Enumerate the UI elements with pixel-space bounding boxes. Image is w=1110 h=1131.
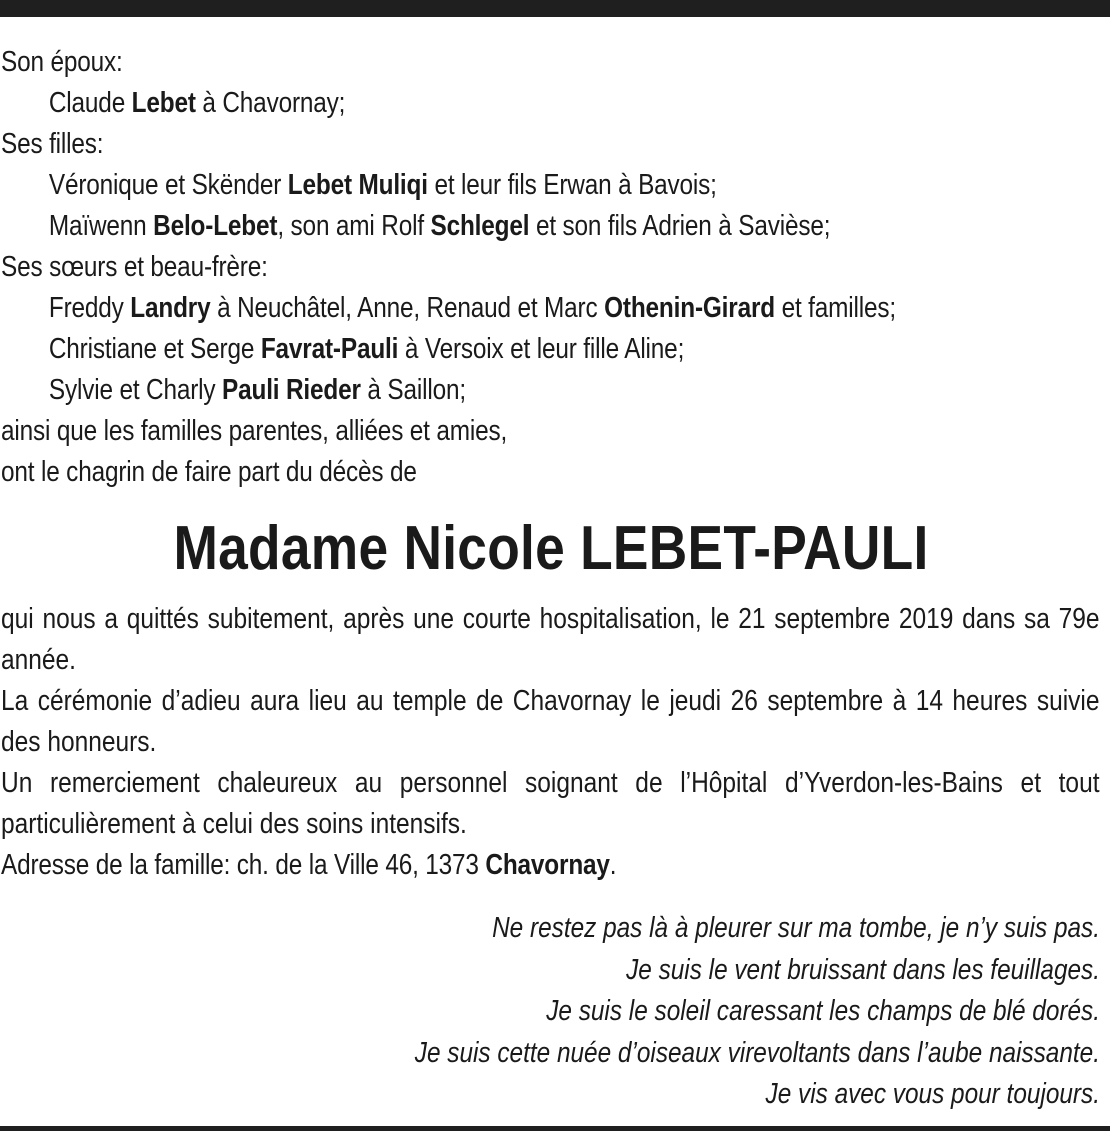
address-text: Adresse de la famille: ch. de la Ville 46, 1373 bbox=[1, 849, 486, 881]
sibling1-details: à Neuchâtel, Anne, Renaud et Marc bbox=[210, 292, 605, 324]
poem-line: Je suis le soleil caressant les champs de blé dorés. bbox=[546, 995, 1100, 1027]
paragraph-ceremony: La cérémonie d’adieu aura lieu au temple de Chavornay le jeudi 26 septembre à 14 heures suivie des honneurs. bbox=[1, 685, 1100, 758]
poem-line: Ne restez pas là à pleurer sur ma tombe, je n’y suis pas. bbox=[492, 912, 1100, 944]
family-address bbox=[1, 845, 925, 886]
spouse-location: à Chavornay; bbox=[195, 87, 346, 119]
sibling1-family-surname: Othenin-Girard bbox=[604, 292, 776, 324]
daughter1-surname: Lebet Muliqi bbox=[287, 169, 428, 201]
daughter2-partner-surname: Schlegel bbox=[430, 210, 530, 242]
deceased-name: Madame Nicole LEBET-PAULI bbox=[173, 514, 929, 583]
poem-line: Je suis le vent bruissant dans les feuillages. bbox=[626, 953, 1100, 986]
poem bbox=[1, 908, 1100, 1116]
sibling2-surname: Favrat-Pauli bbox=[260, 333, 399, 365]
sibling-line-3 bbox=[1, 370, 925, 411]
daughter2-partner: , son ami Rolf bbox=[277, 210, 431, 242]
spouse-surname: Lebet bbox=[131, 87, 196, 119]
daughter-line-1 bbox=[1, 165, 925, 206]
sibling1-surname: Landry bbox=[130, 292, 211, 324]
daughter2-surname: Belo-Lebet bbox=[153, 210, 278, 242]
daughter1-names: Véronique et Skënder bbox=[48, 169, 288, 201]
sibling1-suffix: et familles; bbox=[775, 292, 897, 324]
spouse-line bbox=[1, 83, 925, 124]
notice-content bbox=[1, 42, 1101, 1116]
closing-line-1: ainsi que les familles parentes, alliées et amies, bbox=[1, 415, 508, 447]
spouse-heading: Son époux: bbox=[1, 46, 123, 78]
paragraph-thanks: Un remerciement chaleureux au personnel soignant de l’Hôpital d’Yverdon-les-Bains et tout particulièrement à celui des soins intensifs. bbox=[1, 767, 1100, 840]
paragraph-death-date: qui nous a quittés subitement, après une courte hospitalisation, le 21 septembre 2019 dans sa 79e année. bbox=[1, 603, 1100, 676]
daughter1-details: et leur fils Erwan à Bavois; bbox=[427, 169, 717, 201]
daughter2-name: Maïwenn bbox=[48, 210, 154, 242]
sibling2-details: à Versoix et leur fille Aline; bbox=[398, 333, 685, 365]
poem-line: Je vis avec vous pour toujours. bbox=[765, 1078, 1100, 1110]
top-border-rule bbox=[0, 0, 1110, 17]
sibling2-names: Christiane et Serge bbox=[48, 333, 261, 365]
address-period: . bbox=[609, 849, 617, 881]
sibling1-name: Freddy bbox=[48, 292, 131, 324]
daughter2-details: et son fils Adrien à Savièse; bbox=[529, 210, 831, 242]
sibling-line-2 bbox=[1, 329, 925, 370]
closing-line-2: ont le chagrin de faire part du décès de bbox=[1, 456, 417, 488]
body-paragraphs bbox=[1, 599, 1101, 886]
daughters-heading: Ses filles: bbox=[1, 128, 104, 160]
sibling3-names: Sylvie et Charly bbox=[48, 374, 223, 406]
daughter-line-2 bbox=[1, 206, 925, 247]
address-town: Chavornay bbox=[485, 849, 610, 881]
siblings-heading: Ses sœurs et beau-frère: bbox=[1, 251, 268, 283]
sibling3-surname: Pauli Rieder bbox=[222, 374, 361, 406]
sibling-line-1 bbox=[1, 288, 925, 329]
poem-line: Je suis cette nuée d’oiseaux virevoltants dans l’aube naissante. bbox=[414, 1036, 1100, 1069]
sibling3-details: à Saillon; bbox=[360, 374, 466, 406]
bottom-border-rule bbox=[0, 1126, 1110, 1131]
spouse-first-name: Claude bbox=[48, 87, 132, 119]
